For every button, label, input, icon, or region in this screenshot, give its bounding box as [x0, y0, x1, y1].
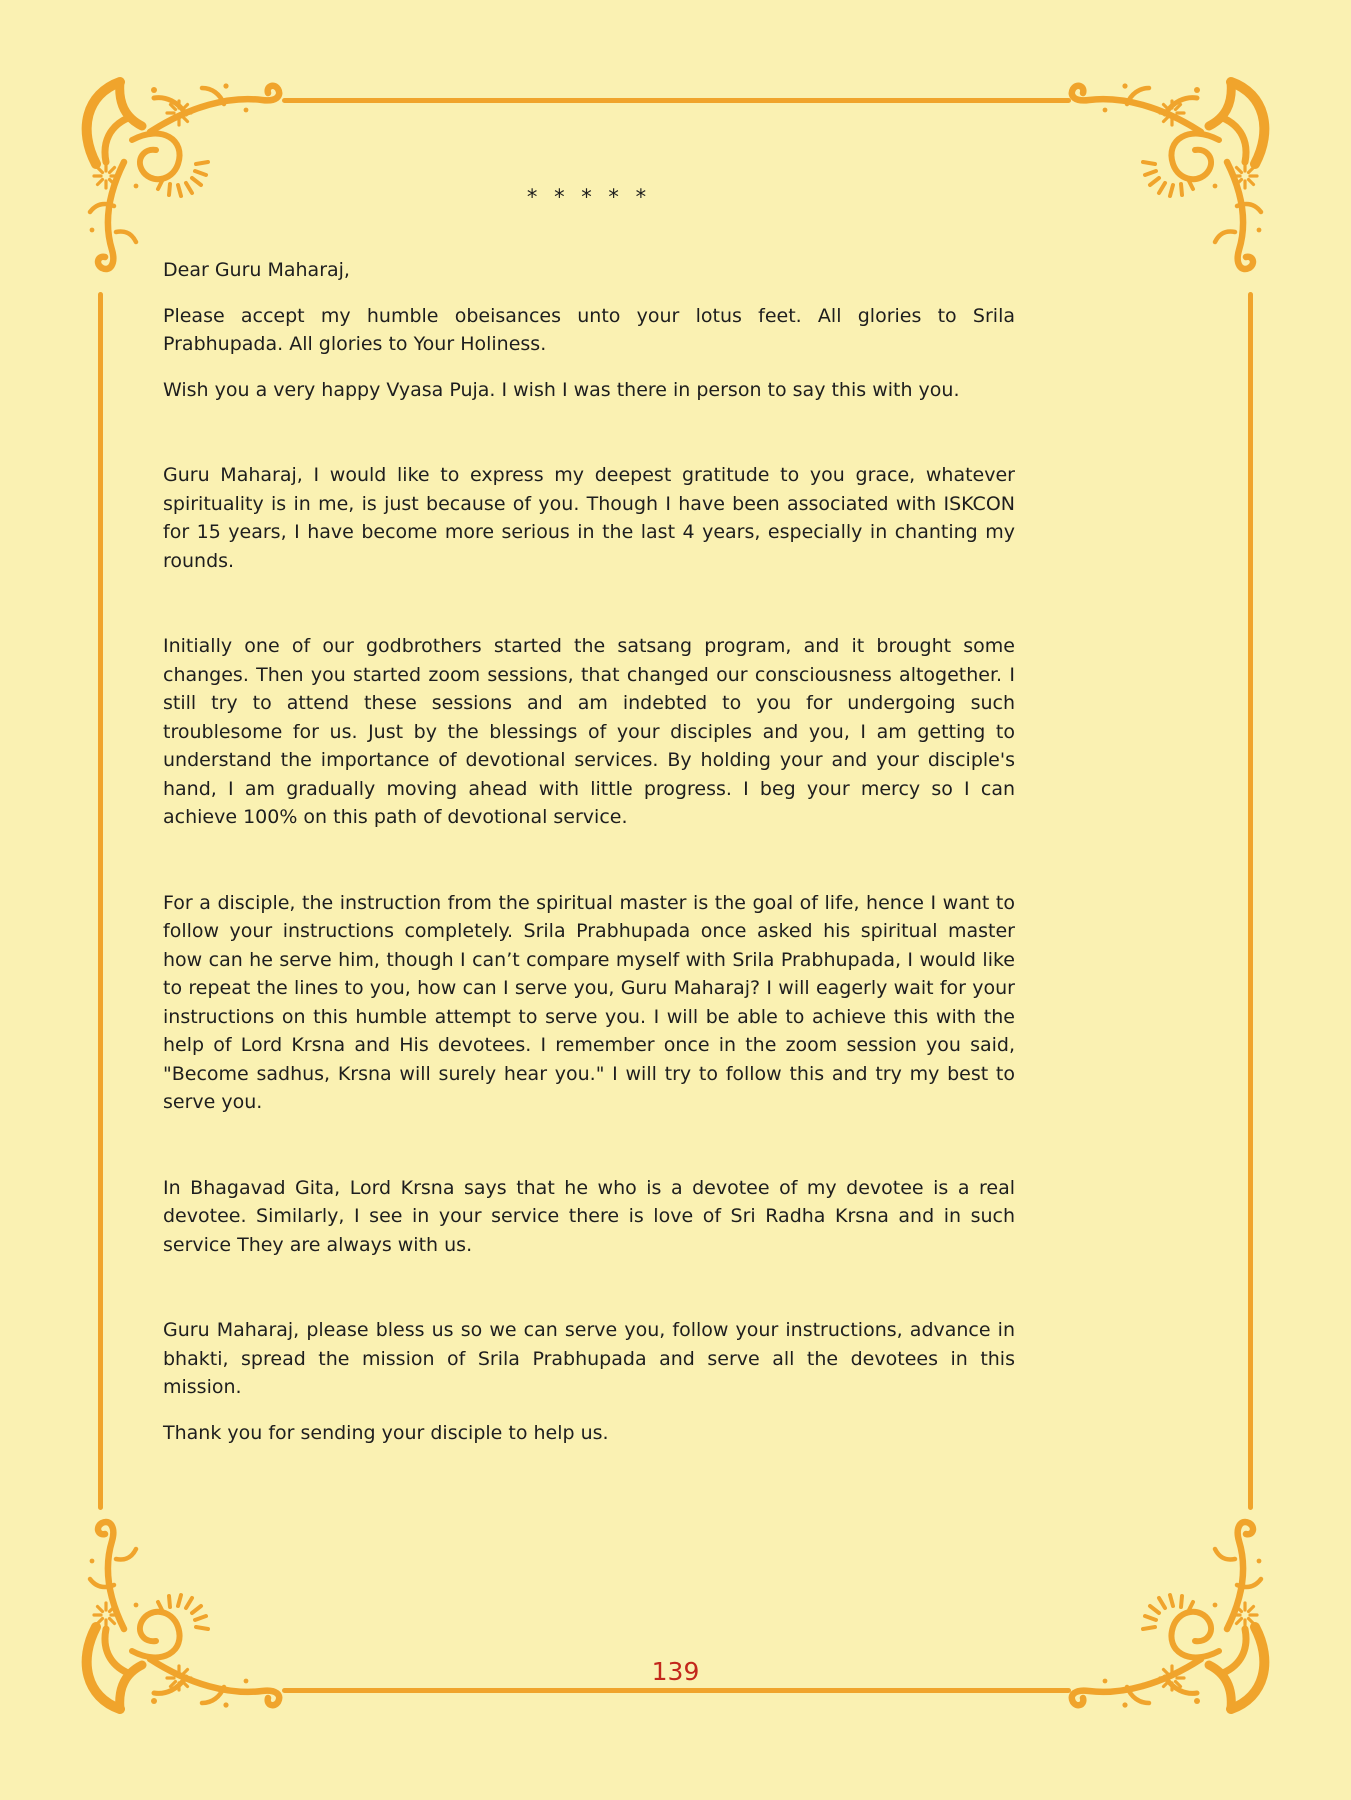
letter-salutation: Dear Guru Maharaj,	[163, 259, 350, 281]
floral-corner-ornament-bottom-left-icon	[66, 1485, 306, 1725]
letter-body	[163, 0, 1015, 1447]
letter-paragraph: For a disciple, the instruction from the spiritual master is the goal of life, hence I want to follow your instructions completely. Srila Prabhupada once asked his spiritual master how can he serve him, though I can’t compare myself with Srila Prabhupada, I would like to repeat the lines to you, how can I serve you, Guru Maharaj? I will eagerly wait for your instructions on this humble attempt to serve you. I will be able to achieve this with the help of Lord Krsna and His devotees. I remember once in the zoom session you said, "Become sadhus, Krsna will surely hear you." I will try to follow this and try my best to serve you.	[163, 891, 1015, 1113]
letter-paragraph: Please accept my humble obeisances unto your lotus feet. All glories to Srila Prabhupada. All glories to Your Holiness.	[163, 304, 1015, 355]
border-line-left	[98, 292, 103, 1510]
letter-paragraph: Thank you for sending your disciple to help us.	[163, 1421, 609, 1444]
letter-paragraph: Initially one of our godbrothers started the satsang program, and it brought some changes. Then you started zoom sessions, that changed our consciousness altogether. I still try to attend these sessions and am indebted to you for undergoing such troublesome for us. Just by the blessings of your disciples and you, I am getting to understand the importance of devotional services. By holding your and your disciple's hand, I am gradually moving ahead with little progress. I beg your mercy so I can achieve 100% on this path of devotional service.	[163, 635, 1015, 828]
floral-corner-ornament-bottom-right-icon	[1045, 1485, 1285, 1725]
letter-paragraph: Wish you a very happy Vyasa Puja. I wish I was there in person to say this with you.	[163, 378, 960, 401]
section-separator: * * * * *	[526, 185, 652, 209]
letter-paragraph: In Bhagavad Gita, Lord Krsna says that he who is a devotee of my devotee is a real devotee. Similarly, I see in your service there is love of Sri Radha Krsna and in such service They are always with us.	[163, 1176, 1015, 1256]
border-line-right	[1248, 292, 1253, 1510]
letter-paragraph: Guru Maharaj, please bless us so we can serve you, follow your instructions, advance in bhakti, spread the mission of Srila Prabhupada and serve all the devotees in this mission.	[163, 1319, 1015, 1398]
floral-corner-ornament-top-right-icon	[1045, 66, 1285, 306]
border-line-bottom	[282, 1688, 1071, 1693]
page-number: 139	[651, 1657, 700, 1686]
letter-paragraph: Guru Maharaj, I would like to express my deepest gratitude to you grace, whatever spirituality is in me, is just because of you. Though I have been associated with ISKCON for 15 years, I have become more serious in the last 4 years, especially in chanting my rounds.	[163, 464, 1015, 572]
